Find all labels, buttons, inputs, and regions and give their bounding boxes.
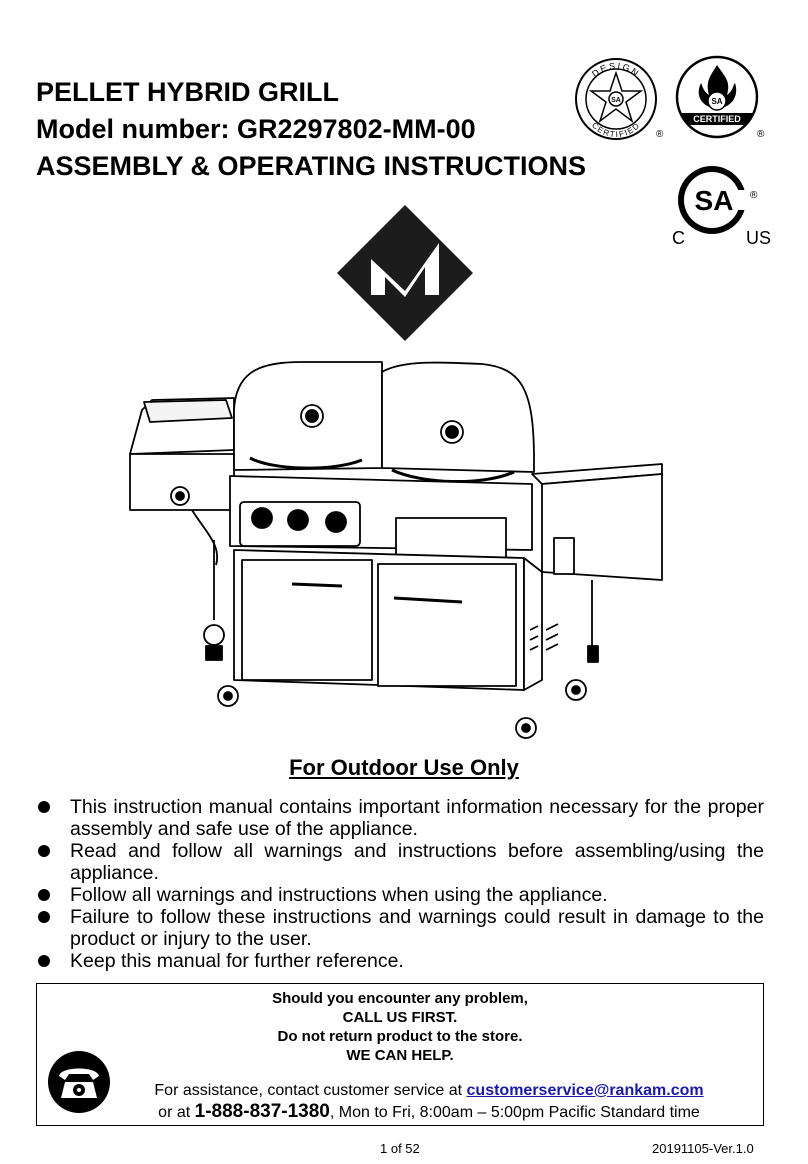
brand-logo-icon [335, 203, 475, 343]
flame-seal-registered: ® [757, 129, 765, 140]
bullet-icon [38, 889, 50, 901]
design-seal-bottom-text: CERTIFIED [590, 120, 642, 140]
grill-illustration [122, 350, 672, 745]
help-line-3: Do not return product to the store. [277, 1028, 523, 1045]
notice-bullet-list [38, 796, 764, 972]
page-number: 1 of 52 [380, 1141, 420, 1156]
telephone-icon [47, 1050, 111, 1114]
document-title [36, 74, 586, 185]
document-version: 20191105-Ver.1.0 [652, 1141, 754, 1156]
design-certified-seal-icon [574, 55, 666, 147]
list-item: Read and follow all warnings and instructions before assembling/using the appliance. [38, 840, 764, 884]
bullet-icon [38, 845, 50, 857]
csa-mark-text: SA [694, 185, 734, 216]
svg-text:SA: SA [611, 97, 621, 104]
contact-info [119, 1080, 739, 1123]
bullet-icon [38, 801, 50, 813]
list-item: Follow all warnings and instructions when using the appliance. [38, 884, 764, 906]
bullet-icon [38, 955, 50, 967]
or-at-text: or at [158, 1104, 195, 1121]
help-line-2: CALL US FIRST. [342, 1009, 458, 1026]
help-line-4: WE CAN HELP. [346, 1047, 454, 1064]
csa-left-label: C [672, 228, 685, 248]
flame-certified-seal-icon [673, 55, 769, 147]
list-item: This instruction manual contains important information necessary for the proper assembly and safe use of the appliance. [38, 796, 764, 840]
support-phone-number: 1-888-837-1380 [194, 1101, 330, 1122]
title-model-number: Model number: GR2297802-MM-00 [36, 114, 476, 144]
contact-line-2 [119, 1101, 739, 1123]
csa-registered: ® [750, 190, 758, 201]
svg-text:CERTIFIED [590, 121, 642, 139]
svg-text:SA: SA [711, 97, 723, 106]
design-seal-registered: ® [656, 129, 664, 140]
list-item: Failure to follow these instructions and warnings could result in damage to the product or injury to the user. [38, 906, 764, 950]
bullet-icon [38, 911, 50, 923]
list-item: Keep this manual for further reference. [38, 950, 764, 972]
design-seal-top-text: DESIGN [590, 60, 642, 79]
outdoor-use-notice: For Outdoor Use Only [289, 755, 519, 780]
title-product-name: PELLET HYBRID GRILL [36, 77, 339, 107]
csa-c-us-mark-icon [668, 160, 778, 250]
contact-line-1 [119, 1080, 739, 1101]
customer-help-box [36, 983, 764, 1126]
support-email-link[interactable]: customerservice@rankam.com [466, 1082, 704, 1099]
help-heading [37, 989, 763, 1065]
support-hours: , Mon to Fri, 8:00am – 5:00pm Pacific Standard time [329, 1104, 700, 1121]
title-instructions: ASSEMBLY & OPERATING INSTRUCTIONS [36, 151, 587, 181]
help-line-1: Should you encounter any problem, [272, 990, 528, 1007]
csa-right-label: US [746, 228, 772, 248]
flame-seal-label: CERTIFIED [693, 114, 741, 124]
contact-prefix: For assistance, contact customer service at [154, 1082, 467, 1099]
